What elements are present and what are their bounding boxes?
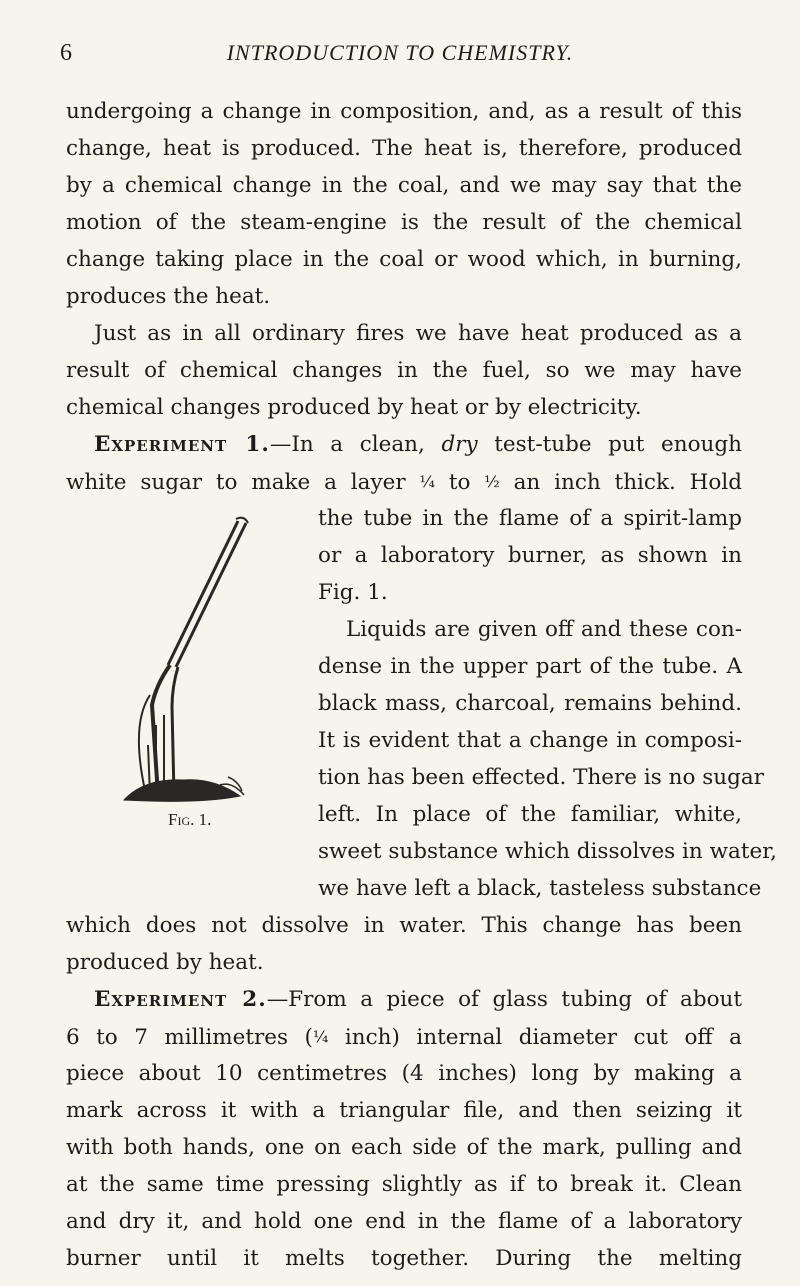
text-run: —From a piece of glass tubing of about [266, 987, 743, 1012]
text-run: to [434, 470, 485, 495]
text-run: —In a clean, [269, 432, 442, 457]
experiment-1-label: Experiment 1. [94, 432, 270, 457]
text-line: result of chemical changes in the fuel, so we may have [66, 358, 742, 383]
text-line: burner until it melts together. During the melting [66, 1246, 742, 1271]
running-title: INTRODUCTION TO CHEMISTRY. [226, 40, 574, 65]
text-line: the tube in the flame of a spirit-lamp [318, 506, 742, 531]
text-line: or a laboratory burner, as shown in [318, 543, 742, 568]
text-line: change taking place in the coal or wood which, in burning, [66, 247, 742, 272]
text-line: Just as in all ordinary fires we have heat produced as a [94, 321, 742, 346]
text-line: sweet substance which dissolves in water, [318, 839, 777, 864]
text-run: test-tube put enough [477, 432, 743, 457]
page-header [60, 40, 740, 70]
text-line: piece about 10 centimetres (4 inches) long by making a [66, 1061, 742, 1086]
text-line: and dry it, and hold one end in the flame of a laboratory [66, 1209, 742, 1234]
fraction: ¼ [312, 1027, 329, 1046]
text-line: left. In place of the familiar, white, [318, 802, 742, 827]
text-line: Fig. 1. [318, 580, 388, 605]
text-run: white sugar to make a layer [66, 470, 420, 495]
text-line: undergoing a change in composition, and, as a result of this [66, 99, 742, 124]
experiment-2-line [94, 982, 742, 1018]
experiment-1-line [66, 464, 742, 500]
text-run: inch) internal diameter cut off a [328, 1025, 742, 1050]
text-line: mark across it with a triangular file, and then seizing it [66, 1098, 742, 1123]
text-line: dense in the upper part of the tube. A [318, 654, 742, 679]
figure-caption: Fig. 1. [168, 810, 212, 829]
text-line: with both hands, one on each side of the mark, pulling and [66, 1135, 742, 1160]
test-tube-figure [120, 515, 290, 805]
text-line: black mass, charcoal, remains behind. [318, 691, 742, 716]
text-line: chemical changes produced by heat or by electricity. [66, 395, 642, 420]
text-line: produced by heat. [66, 950, 264, 975]
fraction: ¼ [419, 472, 435, 491]
text-line: change, heat is produced. The heat is, therefore, produced [66, 136, 742, 161]
page-number: 6 [60, 40, 72, 66]
text-line: It is evident that a change in composi- [318, 728, 742, 753]
italic-run: dry [441, 432, 478, 457]
text-line: tion has been effected. There is no sugar [318, 765, 764, 790]
text-line: produces the heat. [66, 284, 271, 309]
text-run: 6 to 7 millimetres ( [66, 1025, 313, 1050]
text-line: by a chemical change in the coal, and we may say that the [66, 173, 742, 198]
text-line: Liquids are given off and these con- [346, 617, 742, 642]
text-line: we have left a black, tasteless substance [318, 876, 762, 901]
experiment-1-line [94, 427, 742, 463]
text-line: at the same time pressing slightly as if to break it. Clean [66, 1172, 742, 1197]
text-line: motion of the steam-engine is the result of the chemical [66, 210, 742, 235]
experiment-2-label: Experiment 2. [94, 987, 267, 1012]
text-line: which does not dissolve in water. This change has been [66, 913, 742, 938]
fraction: ½ [484, 472, 500, 491]
text-run: an inch thick. Hold [499, 470, 742, 495]
experiment-2-line [66, 1019, 742, 1055]
